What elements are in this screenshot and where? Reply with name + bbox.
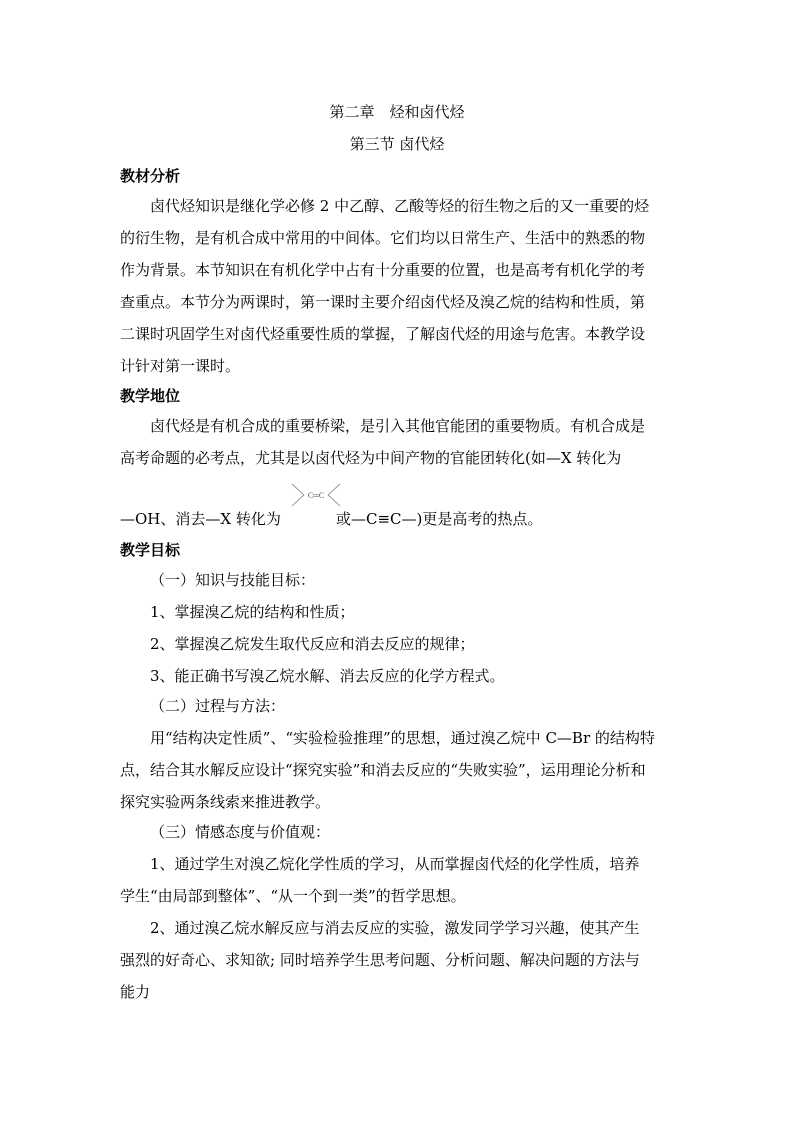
paragraph-line: 高考命题的必考点，尤其是以卤代烃为中间产物的官能团转化(如—X 转化为 [120,449,622,467]
chapter-title: 第二章 烃和卤代烃 [329,103,465,121]
paragraph-line: 计针对第一课时。 [120,357,241,375]
paragraph-line: 点，结合其水解反应设计“探究实验”和消去反应的“失败实验”，运用理论分析和 [120,761,646,779]
paragraph-line: 查重点。本节分为两课时，第一课时主要介绍卤代烃及溴乙烷的结构和性质，第 [120,293,646,311]
list-item: 3、能正确书写溴乙烷水解、消去反应的化学方程式。 [150,667,505,685]
list-item: 2、掌握溴乙烷发生取代反应和消去反应的规律； [150,635,475,653]
paragraph-line: —OH、消去—X 转化为 [120,510,281,528]
paragraph-line: 卤代烃知识是继化学必修 2 中乙醇、乙酸等烃的衍生物之后的又一重要的烃 [150,197,650,215]
paragraph-line: 2、通过溴乙烷水解反应与消去反应的实验，激发同学学习兴趣，使其产生 [150,919,640,937]
paragraph-line: 能力 [120,983,151,1001]
heading-teaching-status: 教学地位 [120,387,181,405]
list-item: 1、掌握溴乙烷的结构和性质； [150,603,355,621]
paragraph-line: 二课时巩固学生对卤代烃重要性质的掌握，了解卤代烃的用途与危害。本教学设 [120,325,646,343]
paragraph-line: 1、通过学生对溴乙烷化学性质的学习，从而掌握卤代烃的化学性质，培养 [150,855,640,873]
paragraph-line: 或—C≡C—)更是高考的热点。 [336,510,543,528]
subheading-process-method: （二）过程与方法： [150,697,286,715]
heading-teaching-objectives: 教学目标 [120,541,181,559]
structure-label: C═C [307,491,325,500]
section-title: 第三节 卤代烃 [349,135,445,153]
paragraph-line: 探究实验两条线索来推进教学。 [120,793,331,811]
subheading-knowledge-skills: （一）知识与技能目标： [150,571,316,589]
heading-textbook-analysis: 教材分析 [120,167,181,185]
paragraph-line: 卤代烃是有机合成的重要桥梁，是引入其他官能团的重要物质。有机合成是 [150,417,646,435]
paragraph-line: 强烈的好奇心、求知欲; 同时培养学生思考问题、分析问题、解决问题的方法与 [120,951,640,969]
paragraph-line: 用“结构决定性质”、“实验检验推理”的思想，通过溴乙烷中 C—Br 的结构特 [150,729,655,747]
subheading-attitude-values: （三）情感态度与价值观： [150,823,331,841]
paragraph-line: 的衍生物，是有机合成中常用的中间体。它们均以日常生产、生活中的熟悉的物 [120,229,646,247]
paragraph-line: 学生“由局部到整体”、“从一个到一类”的哲学思想。 [120,887,466,905]
paragraph-line: 作为背景。本节知识在有机化学中占有十分重要的位置，也是高考有机化学的考 [120,261,646,279]
